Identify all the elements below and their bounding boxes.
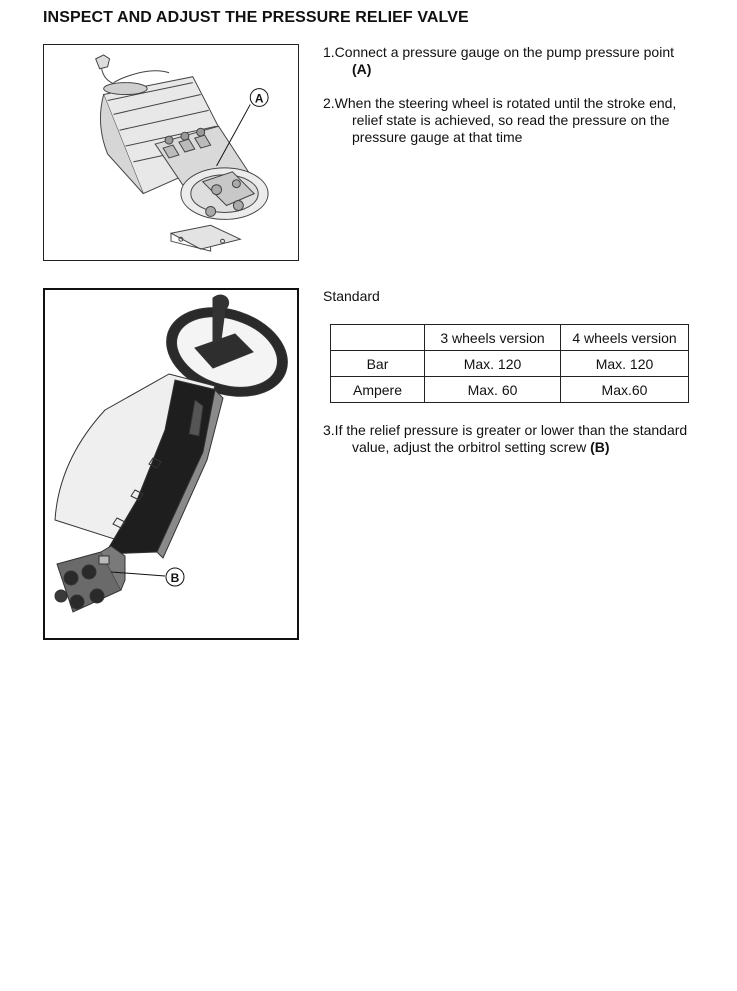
table-cell: Max. 120 bbox=[561, 351, 689, 377]
table-header-cell bbox=[331, 325, 425, 351]
steering-column-figure bbox=[43, 288, 299, 640]
step-3-line-1: 3.If the relief pressure is greater or lower than the standard bbox=[323, 422, 688, 438]
standard-label: Standard bbox=[323, 288, 380, 304]
step-2-line-2: relief state is achieved, so read the pressure on the bbox=[352, 112, 670, 128]
step-3-line-2 bbox=[323, 439, 703, 456]
step-3-ref: (B) bbox=[590, 439, 610, 455]
table-cell: Max.60 bbox=[561, 377, 689, 403]
step-2-line-1: 2.When the steering wheel is rotated until the stroke end, bbox=[323, 95, 677, 111]
step-3 bbox=[323, 422, 703, 456]
table-cell: Bar bbox=[331, 351, 425, 377]
step-1-ref: (A) bbox=[352, 61, 372, 77]
table-row bbox=[331, 377, 689, 403]
page-title: INSPECT AND ADJUST THE PRESSURE RELIEF VALVE bbox=[43, 9, 469, 26]
step-2 bbox=[323, 95, 703, 146]
table-cell: Ampere bbox=[331, 377, 425, 403]
standard-table bbox=[330, 324, 689, 403]
step-3-line-2-text: value, adjust the orbitrol setting screw bbox=[352, 439, 587, 455]
pump-motor-figure bbox=[43, 44, 299, 261]
step-2-line-3: pressure gauge at that time bbox=[352, 129, 523, 145]
step-1-text: 1.Connect a pressure gauge on the pump pressure point bbox=[323, 44, 675, 60]
callout-a-label: A bbox=[254, 91, 264, 106]
table-row bbox=[331, 351, 689, 377]
callout-b-label: B bbox=[170, 571, 180, 585]
steering-column-illustration bbox=[45, 290, 297, 638]
table-cell: Max. 60 bbox=[425, 377, 561, 403]
table-header-cell: 4 wheels version bbox=[561, 325, 689, 351]
pump-motor-illustration bbox=[44, 45, 298, 260]
table-cell: Max. 120 bbox=[425, 351, 561, 377]
table-header-cell: 3 wheels version bbox=[425, 325, 561, 351]
table-header-row bbox=[331, 325, 689, 351]
step-1 bbox=[323, 44, 703, 78]
